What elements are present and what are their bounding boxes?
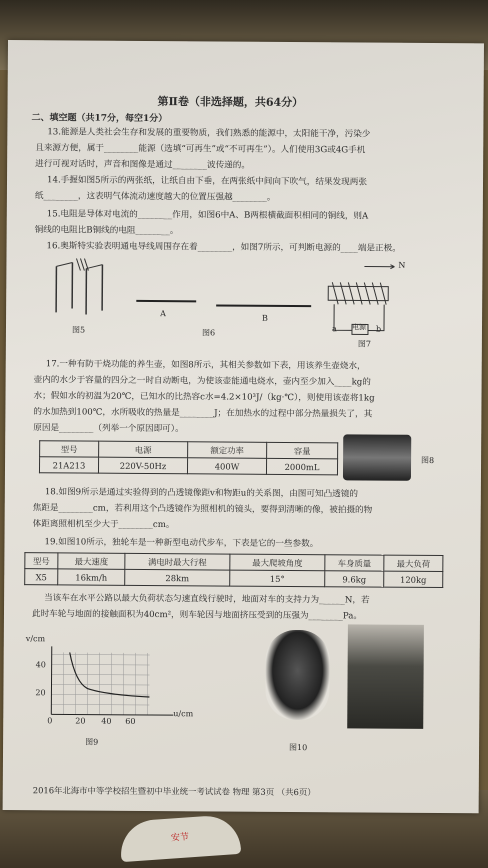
terminal-b-label: b	[375, 324, 382, 334]
table-cell: 400W	[187, 458, 266, 475]
figure-9-caption: 图9	[85, 737, 99, 747]
table-cell: 9.6kg	[325, 571, 384, 587]
chart-x-axis-label: u/cm	[173, 709, 194, 719]
north-pole-label: N	[398, 260, 406, 270]
chart-x-axis	[51, 714, 173, 715]
toy-text: 安节	[170, 832, 190, 844]
table-header-cell: 车身质量	[325, 555, 384, 571]
table-row	[25, 569, 443, 588]
q15-line2: 铜线的电阻比B铜线的电阻________。	[34, 225, 179, 237]
q15-line1: 15.电阻是导体对电流的________作用，如图6中A、B两根横截面积相同的铜线，则A	[46, 209, 369, 222]
chart-y-tick: 40	[35, 660, 46, 670]
table-header-cell: 最大速度	[58, 553, 125, 569]
table-header-cell: 容量	[267, 442, 338, 458]
chart-grid	[51, 652, 149, 715]
table-header-cell: 额定功率	[188, 442, 267, 459]
table-header-cell: 电源	[99, 441, 188, 458]
table-cell: 220V-50Hz	[98, 457, 187, 474]
q13-line2: 且来源方便，属于________能源（选填“可再生”或“不可再生”）。人们使用3G或4G手机	[35, 143, 366, 156]
table-cell: 28km	[125, 569, 230, 586]
table-cell: 16km/h	[58, 569, 125, 585]
table-cell: 120kg	[384, 571, 443, 587]
q19-line2: 当该车在水平公路以最大负荷状态匀速直线行驶时，地面对车的支持力为______N，若	[44, 593, 370, 606]
exam-paper	[3, 40, 484, 813]
table-header-cell: 型号	[40, 441, 99, 457]
page-title: 第Ⅱ卷（非选择题，共64分）	[157, 95, 304, 110]
q14-line2: 纸________，这表明气体流动速度越大的位置压强越________。	[34, 191, 276, 203]
kettle-params-table	[39, 440, 338, 475]
table-cell: X5	[25, 569, 58, 585]
table-header-cell: 满电时最大行程	[125, 553, 230, 570]
q17-line3: 水；假如水的初温为20℃，已知水的比热容c水=4.2×10³J/（kg·℃），则使用该壶将1kg	[33, 391, 375, 404]
figure-7-caption: 图7	[357, 339, 372, 349]
q13-line3: 进行可视对话时，声音和图像是通过________波传递的。	[35, 159, 251, 171]
table-header-cell: 型号	[25, 553, 58, 569]
table-header-cell: 最大负荷	[384, 555, 443, 571]
chart-x-tick: 0	[47, 716, 53, 726]
figure-6-caption: 图6	[201, 328, 216, 338]
q18-line2: 焦距是________cm，若利用这个凸透镜作为照相机的镜头，要得到清晰的像，被拍摄的物	[32, 503, 373, 516]
chart-y-axis-label: v/cm	[25, 634, 46, 644]
q18-line1: 18.如图9所示是通过实验得到的凸透镜像距v和物距u的关系图，由图可知凸透镜的	[44, 487, 358, 500]
figure-10-rider-photo	[347, 624, 424, 729]
q19-line1: 19.如图10所示，独轮车是一种新型电动代步车，下表是它的一些参数。	[44, 537, 319, 550]
figure-10-unicycle-photo	[265, 630, 330, 720]
chart-x-tick: 60	[125, 716, 136, 726]
terminal-a-label: a	[331, 324, 337, 334]
section-heading: 二、填空题（共17分，每空1分）	[31, 113, 168, 125]
q14-line1: 14.手握如图5所示的两张纸，让纸自由下垂，在两张纸中间向下吹气，结果发现两张	[46, 175, 367, 188]
figure-8-caption: 图8	[421, 455, 435, 465]
figure-8-kettle-photo	[343, 434, 411, 480]
power-source-label: 电源	[351, 323, 367, 332]
q17-line1: 17.一种有防干烧功能的养生壶，如图8所示，其相关参数如下表，用该养生壶烧水，	[45, 359, 366, 372]
q13-line1: 13.能源是人类社会生存和发展的重要物质，我们熟悉的能源中，太阳能干净，污染少	[47, 127, 371, 140]
table-cell: 2000mL	[266, 458, 337, 474]
table-row	[39, 457, 337, 475]
figure-10-caption: 图10	[289, 742, 308, 753]
table-cell: 15°	[230, 570, 325, 587]
table-header-cell: 最大爬坡角度	[230, 554, 325, 571]
chart-y-tick: 20	[35, 688, 46, 698]
table-cell: 21A213	[39, 457, 98, 473]
wire-b-label: B	[262, 313, 268, 323]
wire-a-label: A	[160, 309, 166, 319]
q16-line1: 16.奥斯特实验表明通电导线周围存在着________，如图7所示，可判断电源的____端是正极。	[46, 241, 401, 254]
q17-line4: 的水加热到100℃，水所吸收的热量是________J；在加热水的过程中部分热量损失了，其	[33, 407, 373, 420]
page-footer: 2016年北海市中等学校招生暨初中毕业统一考试试卷 物理 第3页 （共6页）	[32, 785, 316, 798]
unicycle-params-table	[24, 552, 443, 588]
q17-line2: 壶内的水少于容量的四分之一时自动断电，为使该壶能通电烧水，壶内至少加入____kg的	[33, 375, 371, 388]
q19-line3: 此时车轮与地面的接触面积为40cm²，则车轮因与地面挤压受到的压强为________Pa。	[31, 609, 363, 622]
q18-line3: 体距离照相机至少大于________cm。	[32, 519, 175, 531]
chart-x-tick: 40	[101, 716, 112, 726]
figure-5-papers	[46, 256, 126, 317]
q17-line5: 原因是________（列举一个原因即可）。	[33, 423, 184, 435]
chart-x-tick: 20	[75, 716, 86, 726]
figure-9-chart	[23, 644, 194, 725]
figure-5-caption: 图5	[71, 325, 86, 335]
